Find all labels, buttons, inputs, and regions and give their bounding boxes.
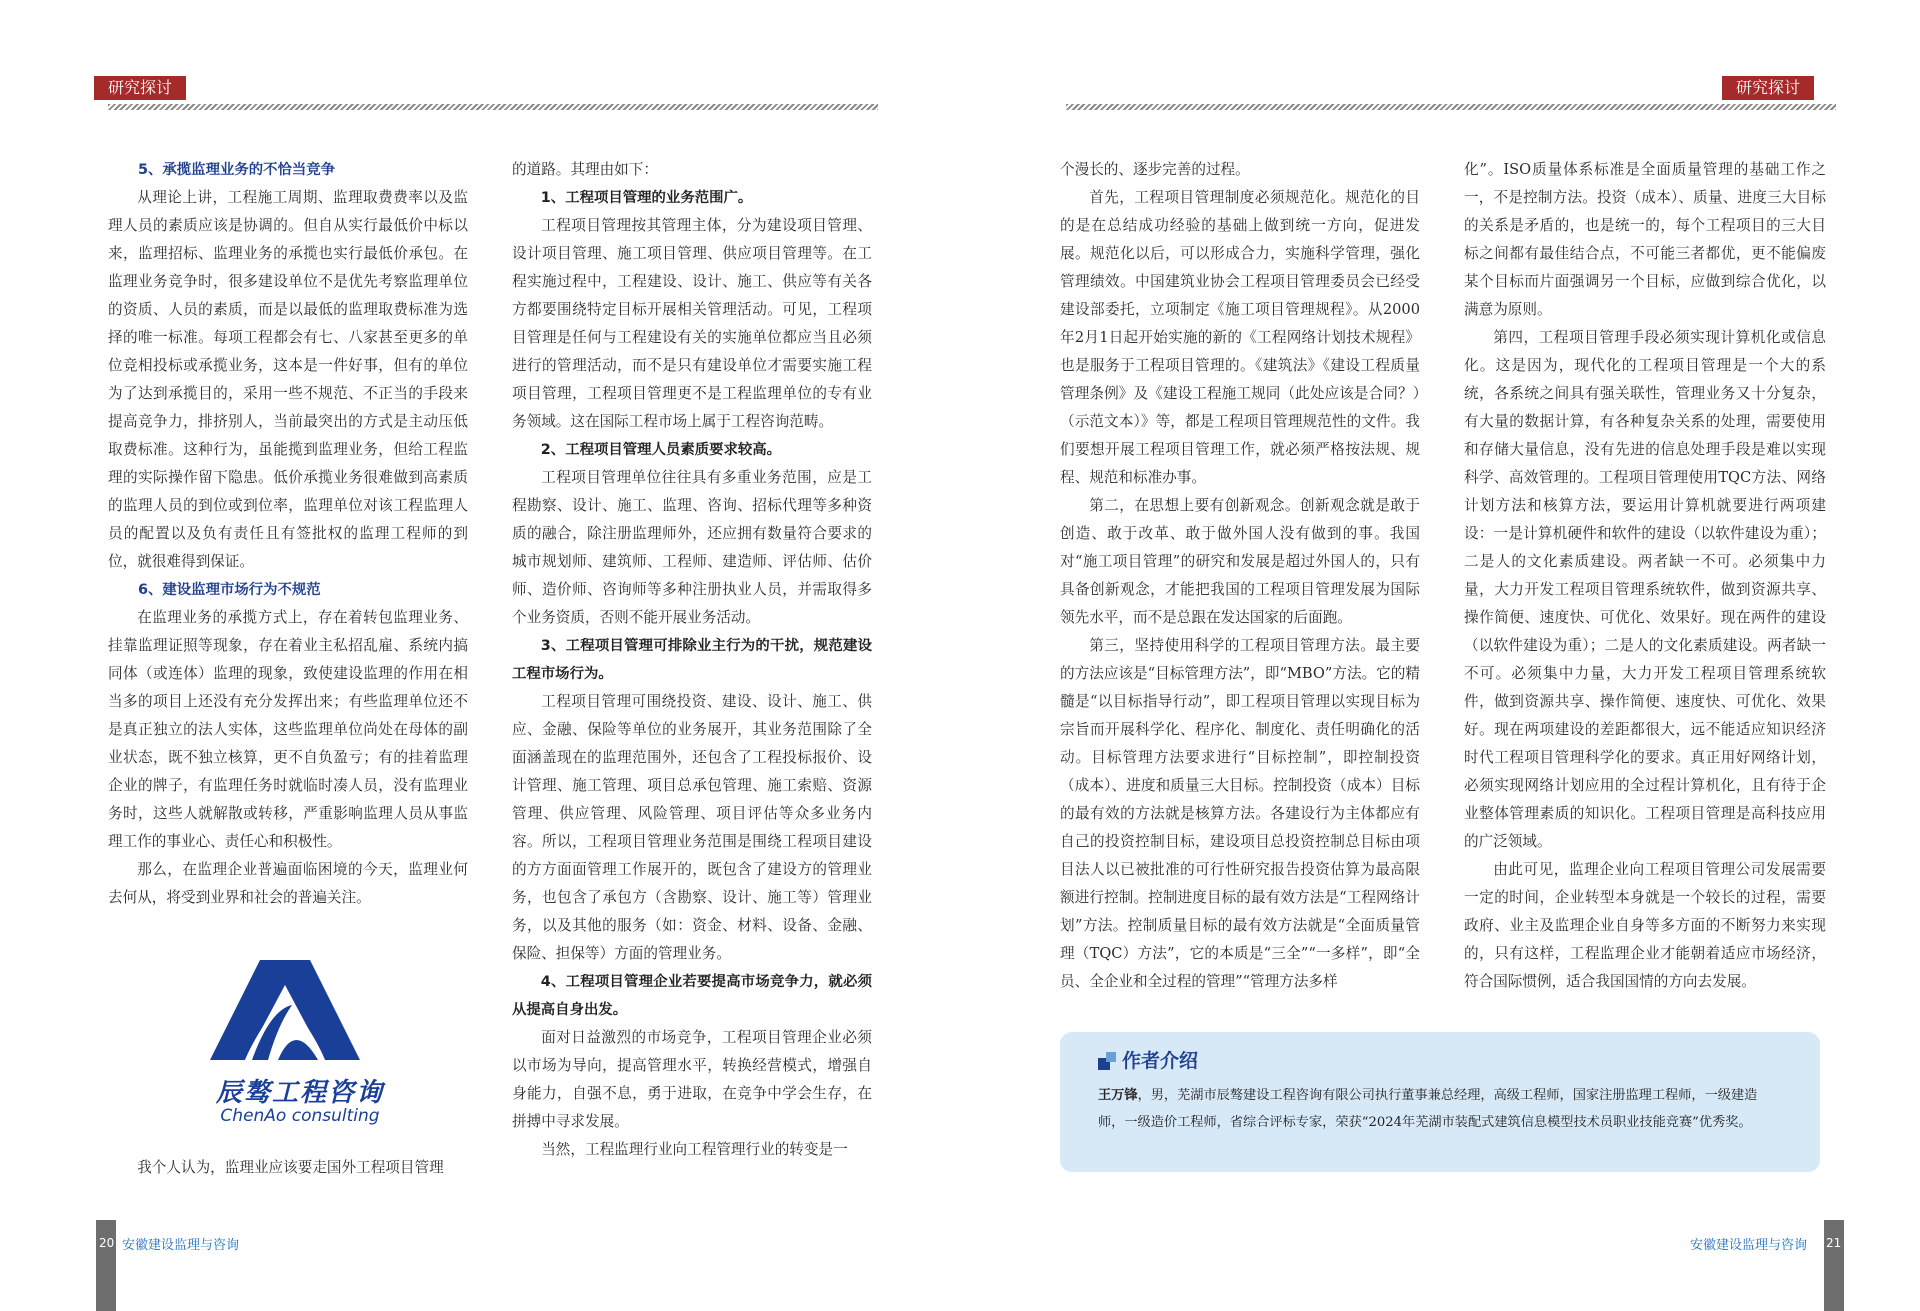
logo-text-cn: 辰骜工程咨询 <box>215 1078 384 1108</box>
author-name: 王万锋 <box>1098 1088 1138 1103</box>
heading-6: 6、建设监理市场行为不规范 <box>138 582 321 598</box>
author-box <box>1060 1032 1820 1172</box>
paragraph: 那么，在监理企业普遍面临困境的今天，监理业何去何从，将受到业界和社会的普遍关注。 <box>108 861 468 906</box>
logo-text-en: ChenAo consulting <box>220 1106 380 1126</box>
author-bio-text: ，男，芜湖市辰骜建设工程咨询有限公司执行董事兼总经理，高级工程师，国家注册监理工程师，一级建造师，一级造价工程师，省综合评标专家，荣获“2024年芜湖市装配式建筑信息模型技术员职业技能竞赛”优秀奖。 <box>1098 1088 1758 1130</box>
squares-icon <box>1098 1052 1116 1070</box>
footer-bar-left <box>96 1220 116 1311</box>
section-tag-left: 研究探讨 <box>94 76 186 100</box>
author-title-text: 作者介绍 <box>1122 1050 1199 1072</box>
heading-3: 3、工程项目管理可排除业主行为的干扰，规范建设工程市场行为。 <box>512 638 872 682</box>
column-1 <box>108 156 468 912</box>
section-tag-right: 研究探讨 <box>1722 76 1814 100</box>
paragraph: 在监理业务的承揽方式上，存在着转包监理业务、挂靠监理证照等现象，存在着业主私招乱雇、系统内搞同体（或连体）监理的现象，致使建设监理的作用在相当多的项目上还没有充分发挥出来；有些监理单位还不是真正独立的法人实体，这些监理单位尚处在母体的副业状态，既不独立核算，更不自负盈亏；有的挂着监理企业的牌子，有监理任务时就临时凑人员，没有监理业务时，这些人就解散或转移，严重影响监理人员从事监理工作的事业心、责任心和积极性。 <box>108 609 468 850</box>
heading-1: 1、工程项目管理的业务范围广。 <box>540 190 753 206</box>
paragraph: 的道路。其理由如下： <box>512 161 658 178</box>
footer-bar-right <box>1824 1220 1844 1311</box>
column-2 <box>512 156 872 1164</box>
header-rule-right <box>1066 104 1836 110</box>
paragraph: 工程项目管理单位往往具有多重业务范围，应是工程勘察、设计、施工、监理、咨询、招标代理等多种资质的融合，除注册监理师外，还应拥有数量符合要求的城市规划师、建筑师、工程师、建造师、评估师、估价师、造价师、咨询师等多种注册执业人员，并需取得多个业务资质，否则不能开展业务活动。 <box>512 469 872 626</box>
paragraph: 第三，坚持使用科学的工程项目管理方法。最主要的方法应该是“目标管理方法”，即“MBO”方法。它的精髓是“以目标指导行动”，即工程项目管理以实现目标为宗旨而开展科学化、程序化、制度化、责任明确化的活动。目标管理方法要求进行“目标控制”，即控制投资（成本）、进度和质量三大目标。控制投资（成本）目标的最有效的方法就是核算方法。各建设行为主体都应有自己的投资控制目标，建设项目总投资控制总目标由项目法人以已被批准的可行性研究报告投资估算为最高限额进行控制。控制进度目标的最有效方法是“工程网络计划”方法。控制质量目标的最有效方法就是“全面质量管理（TQC）方法”，它的本质是“三全”“一多样”，即“全员、全企业和全过程的管理”“管理方法多样 <box>1060 637 1420 990</box>
paragraph: 化”。ISO质量体系标准是全面质量管理的基础工作之一，不是控制方法。投资（成本）、质量、进度三大目标的关系是矛盾的，也是统一的，每个工程项目的三大目标之间都有最佳结合点，不可能三者都优，更不能偏废某个目标而片面强调另一个目标，应做到综合优化，以满意为原则。 <box>1464 161 1826 318</box>
paragraph: 当然，工程监理行业向工程管理行业的转变是一 <box>541 1141 848 1158</box>
paragraph: 第四，工程项目管理手段必须实现计算机化或信息化。这是因为，现代化的工程项目管理是一个大的系统，各系统之间具有强关联性，管理业务又十分复杂，有大量的数据计算，有各种复杂关系的处理，需要使用和存储大量信息，没有先进的信息处理手段是难以实现科学、高效管理的。工程项目管理使用TQC方法、网络计划方法和核算方法，要运用计算机就要进行两项建设：一是计算机硬件和软件的建设（以软件建设为重）；二是人的文化素质建设。两者缺一不可。必须集中力量，大力开发工程项目管理系统软件，做到资源共享、操作简便、速度快、可优化、效果好。现在两件的建设（以软件建设为重）；二是人的文化素质建设。两者缺一不可。必须集中力量，大力开发工程项目管理系统软件，做到资源共享、操作简便、速度快、可优化、效果好。现在两项建设的差距都很大，远不能适应知识经济时代工程项目管理科学化的要求。真正用好网络计划，必须实现网络计划应用的全过程计算机化，且有待于企业整体管理素质的知识化。工程项目管理是高科技应用的广泛领域。 <box>1464 329 1826 850</box>
paragraph: 我个人认为，监理业应该要走国外工程项目管理 <box>137 1159 444 1176</box>
heading-5: 5、承揽监理业务的不恰当竞争 <box>138 162 336 178</box>
header-rule-left <box>108 104 878 110</box>
author-bio <box>1098 1082 1782 1136</box>
column-3 <box>1060 156 1420 996</box>
column-4 <box>1464 156 1826 996</box>
paragraph: 工程项目管理按其管理主体，分为建设项目管理、设计项目管理、施工项目管理、供应项目管理等。在工程实施过程中，工程建设、设计、施工、供应等有关各方都要围绕特定目标开展相关管理活动。可见，工程项目管理是任何与工程建设有关的实施单位都应当且必须进行的管理活动，而不是只有建设单位才需要实施工程项目管理，工程项目管理更不是工程监理单位的专有业务领域。这在国际工程市场上属于工程咨询范畴。 <box>512 217 872 430</box>
page-number-right: 21 <box>1826 1236 1842 1250</box>
paragraph: 由此可见，监理企业向工程项目管理公司发展需要一定的时间，企业转型本身就是一个较长的过程，需要政府、业主及监理企业自身等多方面的不断努力来实现的，只有这样，工程监理企业才能朝着适应市场经济，符合国际惯例，适合我国国情的方向去发展。 <box>1464 861 1826 990</box>
paragraph: 个漫长的、逐步完善的过程。 <box>1060 161 1250 178</box>
heading-4: 4、工程项目管理企业若要提高市场竞争力，就必须从提高自身出发。 <box>512 974 872 1018</box>
journal-name-left: 安徽建设监理与咨询 <box>122 1238 240 1253</box>
heading-2: 2、工程项目管理人员素质要求较高。 <box>540 442 782 458</box>
paragraph: 从理论上讲，工程施工周期、监理取费费率以及监理人员的素质应该是协调的。但自从实行最低价中标以来，监理招标、监理业务的承揽也实行最低价承包。在监理业务竞争时，很多建设单位不是优先考察监理单位的资质、人员的素质，而是以最低的监理取费标准为选择的唯一标准。每项工程都会有七、八家甚至更多的单位竞相投标或承揽业务，这本是一件好事，但有的单位为了达到承揽目的，采用一些不规范、不正当的手段来提高竞争力，排挤别人，当前最突出的方式是主动压低取费标准。这种行为，虽能揽到监理业务，但给工程监理的实际操作留下隐患。低价承揽业务很难做到高素质的监理人员的到位或到位率，监理单位对该工程监理人员的配置以及负有责任且有签批权的监理工程师的到位，就很难得到保证。 <box>108 189 468 570</box>
journal-name-right: 安徽建设监理与咨询 <box>1690 1238 1808 1253</box>
column-1-tail <box>108 1154 468 1182</box>
author-title <box>1098 1048 1782 1074</box>
paragraph: 首先，工程项目管理制度必须规范化。规范化的目的是在总结成功经验的基础上做到统一方向，促进发展。规范化以后，可以形成合力，实施科学管理，强化管理绩效。中国建筑业协会工程项目管理委员会已经受建设部委托，立项制定《施工项目管理规程》。从2000年2月1日起开始实施的新的《工程网络计划技术规程》也是服务于工程项目管理的。《建筑法》《建设工程质量管理条例》及《建设工程施工规同（此处应该是合同？）（示范文本）》等，都是工程项目管理规范性的文件。我们要想开展工程项目管理工作，就必须严格按法规、规程、规范和标准办事。 <box>1060 189 1420 486</box>
page-number-left: 20 <box>99 1236 115 1250</box>
paragraph: 第二，在思想上要有创新观念。创新观念就是敢于创造、敢于改革、敢于做外国人没有做到的事。我国对“施工项目管理”的研究和发展是超过外国人的，只有具备创新观念，才能把我国的工程项目管理发展为国际领先水平，而不是总跟在发达国家的后面跑。 <box>1060 497 1420 626</box>
paragraph: 面对日益激烈的市场竞争，工程项目管理企业必须以市场为导向，提高管理水平，转换经营模式，增强自身能力，自强不息，勇于进取，在竞争中学会生存，在拼搏中寻求发展。 <box>512 1029 872 1130</box>
paragraph: 工程项目管理可围绕投资、建设、设计、施工、供应、金融、保险等单位的业务展开，其业务范围除了全面涵盖现在的监理范围外，还包含了工程投标报价、设计管理、施工管理、项目总承包管理、施工索赔、资源管理、供应管理、风险管理、项目评估等众多业务内容。所以，工程项目管理业务范围是围绕工程项目建设的方方面面管理工作展开的，既包含了建设方的管理业务，也包含了承包方（含勘察、设计、施工等）管理业务，以及其他的服务（如：资金、材料、设备、金融、保险、担保等）方面的管理业务。 <box>512 693 872 962</box>
